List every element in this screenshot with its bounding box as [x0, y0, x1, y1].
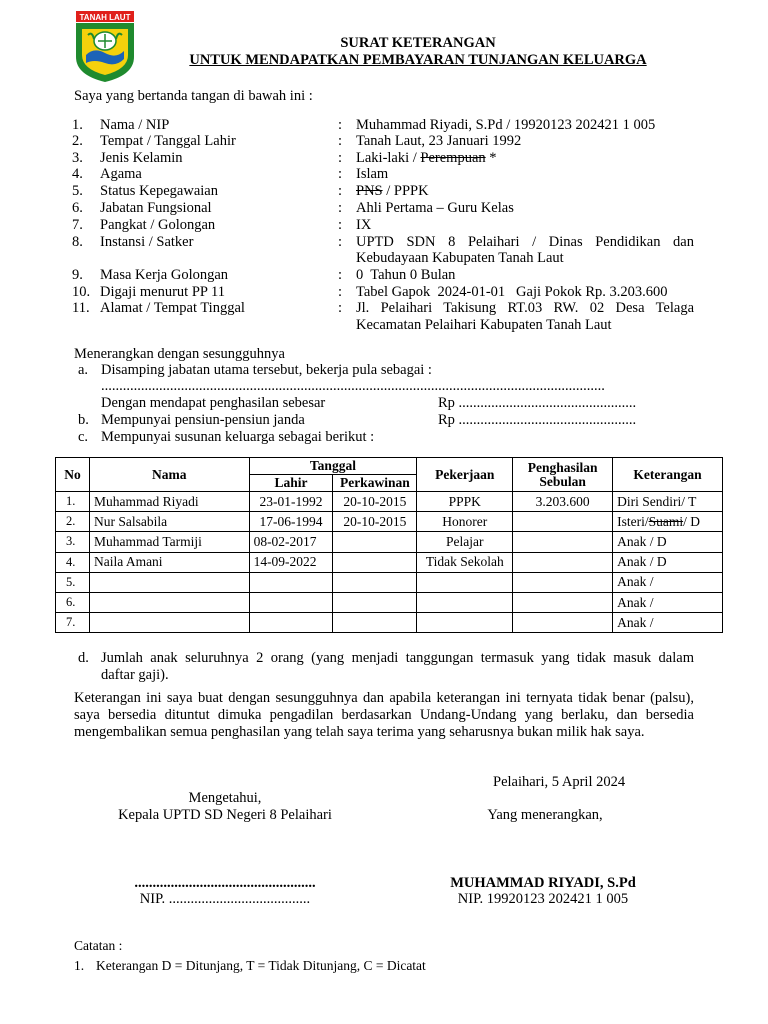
field-colon: :	[338, 183, 343, 199]
signer-left-title1: Mengetahui,	[188, 790, 262, 806]
field-number: 8.	[72, 234, 83, 250]
field-number: 6.	[72, 200, 83, 216]
field-number: 2.	[72, 133, 83, 149]
cell-perkawinan	[333, 613, 417, 633]
field-label: Instansi / Satker	[100, 234, 194, 250]
table-row	[56, 512, 723, 532]
cell-keterangan: Anak / D	[613, 532, 723, 552]
declare-b-text: Mempunyai pensiun-pensiun janda	[101, 412, 305, 428]
field-value-alamat-line1: Jl. Pelaihari Takisung RT.03 RW. 02 Desa Telaga	[356, 300, 694, 316]
cell-lahir	[249, 592, 333, 612]
cell-keterangan: Anak /	[613, 572, 723, 592]
field-value-instansi-line2: Kebudayaan Kabupaten Tanah Laut	[356, 250, 564, 266]
field-label: Jabatan Fungsional	[100, 200, 212, 216]
cell-nama: Muhammad Riyadi	[89, 492, 249, 512]
field-label: Pangkat / Golongan	[100, 217, 216, 233]
header-tanggal: Tanggal	[249, 458, 417, 475]
cell-penghasilan	[513, 552, 613, 572]
item-letter: d.	[78, 650, 89, 666]
cell-keterangan: Anak / D	[613, 552, 723, 572]
cell-no: 2.	[56, 512, 90, 532]
field-value-instansi-line1: UPTD SDN 8 Pelaihari / Dinas Pendidikan dan	[356, 234, 694, 250]
signer-right-name: MUHAMMAD RIYADI, S.Pd	[450, 875, 636, 891]
cell-pekerjaan: Pelajar	[417, 532, 513, 552]
table-row	[56, 613, 723, 633]
field-number: 9.	[72, 267, 83, 283]
field-number: 10.	[72, 284, 91, 300]
table-row	[56, 592, 723, 612]
cell-pekerjaan	[417, 592, 513, 612]
rp-blank: Rp .................................................	[438, 395, 637, 411]
field-colon: :	[338, 234, 343, 250]
cell-perkawinan: 20-10-2015	[333, 512, 417, 532]
cell-keterangan: Isteri/Suami/ D	[613, 512, 723, 532]
header-no: No	[56, 458, 90, 492]
field-label: Alamat / Tempat Tinggal	[100, 300, 245, 316]
cell-no: 3.	[56, 532, 90, 552]
field-value-jabatan: Ahli Pertama – Guru Kelas	[356, 200, 514, 216]
cell-no: 5.	[56, 572, 90, 592]
note-number: 1.	[74, 958, 85, 973]
signer-left-name: ..................................................	[134, 875, 316, 891]
cell-lahir	[249, 613, 333, 633]
family-table	[55, 457, 723, 633]
field-label: Tempat / Tanggal Lahir	[100, 133, 236, 149]
field-value-status: PNS / PPPK	[356, 183, 429, 199]
field-colon: :	[338, 166, 343, 182]
d-text-line1: Jumlah anak seluruhnya 2 orang (yang menjadi tanggungan termasuk yang tidak masuk dalam	[101, 650, 694, 666]
field-label: Nama / NIP	[100, 117, 170, 133]
cell-lahir	[249, 572, 333, 592]
field-colon: :	[338, 300, 343, 316]
header-pekerjaan: Pekerjaan	[417, 458, 513, 492]
d-text-line2: daftar gaji).	[101, 667, 169, 683]
cell-keterangan: Anak /	[613, 592, 723, 612]
cell-perkawinan	[333, 552, 417, 572]
signer-left-title2: Kepala UPTD SD Negeri 8 Pelaihari	[118, 807, 332, 823]
field-number: 4.	[72, 166, 83, 182]
struck-option: PNS	[356, 183, 383, 199]
tanah-laut-logo	[74, 9, 136, 83]
cell-pekerjaan: Honorer	[417, 512, 513, 532]
cell-perkawinan	[333, 572, 417, 592]
field-label: Masa Kerja Golongan	[100, 267, 229, 283]
declare-a-dots: ...........................................................................................................................................	[101, 378, 605, 394]
rp-blank: Rp .................................................	[438, 412, 637, 428]
field-colon: :	[338, 133, 343, 149]
declare-a-income-label: Dengan mendapat penghasilan sebesar	[101, 395, 326, 411]
field-colon: :	[338, 150, 343, 166]
field-number: 7.	[72, 217, 83, 233]
cell-pekerjaan: PPPK	[417, 492, 513, 512]
cell-no: 4.	[56, 552, 90, 572]
cell-penghasilan	[513, 532, 613, 552]
cell-no: 7.	[56, 613, 90, 633]
field-value-gaji: Tabel Gapok 2024-01-01 Gaji Pokok Rp. 3.203.600	[356, 284, 668, 300]
struck-option: Suami	[648, 513, 684, 529]
field-value-nama-nip: Muhammad Riyadi, S.Pd / 19920123 202421 1 005	[356, 117, 656, 133]
signer-right-nip: NIP. 19920123 202421 1 005	[457, 891, 629, 907]
cell-perkawinan	[333, 592, 417, 612]
cell-penghasilan	[513, 512, 613, 532]
cell-no: 1.	[56, 492, 90, 512]
logo-text: TANAH LAUT	[79, 13, 131, 22]
cell-penghasilan	[513, 572, 613, 592]
notes-heading: Catatan :	[74, 938, 123, 953]
field-label: Digaji menurut PP 11	[100, 284, 225, 300]
document-subtitle: UNTUK MENDAPATKAN PEMBAYARAN TUNJANGAN KELUARGA	[189, 52, 647, 68]
item-letter: c.	[78, 429, 89, 445]
field-colon: :	[338, 267, 343, 283]
declare-a-text: Disamping jabatan utama tersebut, bekerja pula sebagai :	[101, 362, 432, 378]
header-nama: Nama	[89, 458, 249, 492]
item-letter: b.	[78, 412, 89, 428]
field-value-pangkat: IX	[356, 217, 372, 233]
field-value-masa-kerja: 0 Tahun 0 Bulan	[356, 267, 456, 283]
field-label: Agama	[100, 166, 142, 182]
cell-keterangan: Diri Sendiri/ T	[613, 492, 723, 512]
cell-pekerjaan	[417, 572, 513, 592]
field-number: 5.	[72, 183, 83, 199]
cell-keterangan: Anak /	[613, 613, 723, 633]
cell-nama	[89, 592, 249, 612]
cell-lahir: 08-02-2017	[249, 532, 333, 552]
field-label: Jenis Kelamin	[100, 150, 183, 166]
field-colon: :	[338, 117, 343, 133]
field-number: 11.	[72, 300, 90, 316]
table-row	[56, 532, 723, 552]
header-perkawinan: Perkawinan	[333, 475, 417, 492]
signer-right-title: Yang menerangkan,	[487, 807, 603, 823]
closing-paragraph: Keterangan ini saya buat dengan sesungguhnya dan apabila keterangan ini ternyata tidak benar (palsu), saya bersedia dituntut dimuka pengadilan berdasarkan Undang-Undang yang berlaku, dan bersedia mengembalikan semua penghasilan yang telah saya terima yang seharusnya bukan milik hak saya.	[74, 690, 694, 740]
cell-perkawinan: 20-10-2015	[333, 492, 417, 512]
field-colon: :	[338, 200, 343, 216]
field-value-ttl: Tanah Laut, 23 Januari 1992	[356, 133, 522, 149]
declare-c-text: Mempunyai susunan keluarga sebagai berikut :	[101, 429, 375, 445]
cell-pekerjaan	[417, 613, 513, 633]
header-lahir: Lahir	[249, 475, 333, 492]
field-label: Status Kepegawaian	[100, 183, 218, 199]
table-row	[56, 552, 723, 572]
cell-nama: Naila Amani	[89, 552, 249, 572]
header-keterangan: Keterangan	[613, 458, 723, 492]
cell-lahir: 17-06-1994	[249, 512, 333, 532]
cell-lahir: 23-01-1992	[249, 492, 333, 512]
field-value-jenis-kelamin: Laki-laki / Perempuan *	[356, 150, 497, 166]
field-number: 3.	[72, 150, 83, 166]
cell-nama	[89, 613, 249, 633]
cell-nama: Muhammad Tarmiji	[89, 532, 249, 552]
intro-text: Saya yang bertanda tangan di bawah ini :	[74, 88, 313, 104]
table-row	[56, 492, 723, 512]
cell-lahir: 14-09-2022	[249, 552, 333, 572]
field-number: 1.	[72, 117, 83, 133]
table-row	[56, 572, 723, 592]
field-colon: :	[338, 284, 343, 300]
declare-heading: Menerangkan dengan sesungguhnya	[74, 346, 285, 362]
cell-nama: Nur Salsabila	[89, 512, 249, 532]
cell-penghasilan: 3.203.600	[513, 492, 613, 512]
field-colon: :	[338, 217, 343, 233]
struck-option: Perempuan	[420, 150, 486, 166]
cell-penghasilan	[513, 592, 613, 612]
document-title: SURAT KETERANGAN	[340, 35, 496, 51]
item-letter: a.	[78, 362, 89, 378]
signer-left-nip: NIP. .......................................	[139, 891, 311, 907]
note-text: Keterangan D = Ditunjang, T = Tidak Ditunjang, C = Dicatat	[96, 958, 426, 973]
cell-penghasilan	[513, 613, 613, 633]
cell-no: 6.	[56, 592, 90, 612]
cell-pekerjaan: Tidak Sekolah	[417, 552, 513, 572]
cell-perkawinan	[333, 532, 417, 552]
header-penghasilan: Penghasilan Sebulan	[513, 458, 613, 492]
cell-nama	[89, 572, 249, 592]
field-value-alamat-line2: Kecamatan Pelaihari Kabupaten Tanah Laut	[356, 317, 612, 333]
place-date: Pelaihari, 5 April 2024	[493, 774, 626, 790]
field-value-agama: Islam	[356, 166, 389, 182]
